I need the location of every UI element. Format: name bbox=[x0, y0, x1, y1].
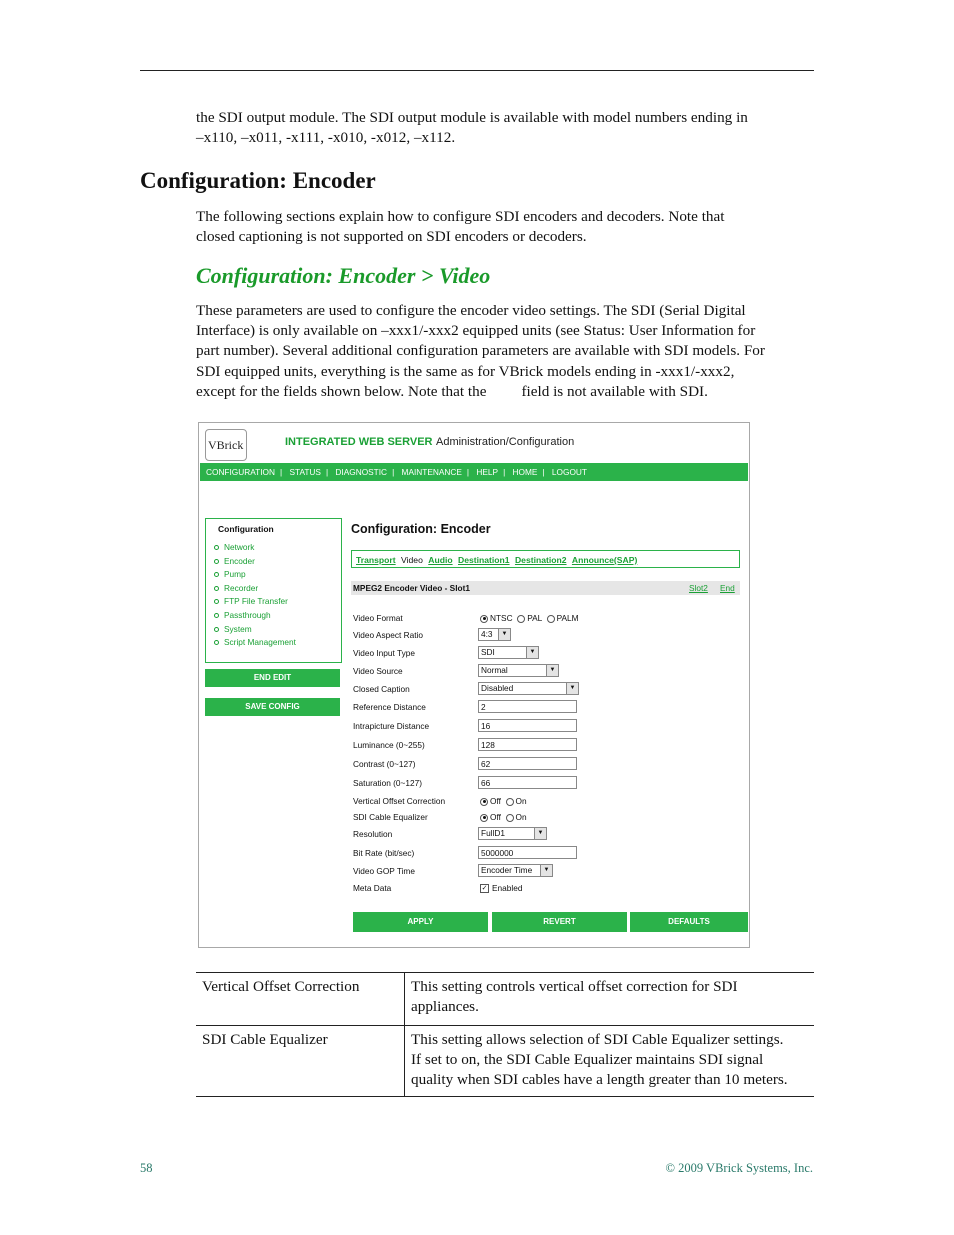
video-format-radios: NTSC PAL PALM bbox=[480, 613, 579, 623]
nav-logout[interactable]: LOGOUT bbox=[551, 467, 587, 477]
header-rule bbox=[140, 70, 814, 71]
bullet-icon bbox=[214, 572, 219, 577]
vbrick-logo: VBrick bbox=[205, 429, 247, 461]
save-config-button[interactable]: SAVE CONFIG bbox=[205, 698, 340, 716]
resolution-select[interactable]: FullD1 ▼ bbox=[478, 827, 547, 840]
param-name: Vertical Offset Correction bbox=[196, 973, 405, 1026]
brand-title: INTEGRATED WEB SERVER bbox=[285, 436, 433, 448]
label-video-format: Video Format bbox=[353, 613, 403, 623]
label-vertical-offset: Vertical Offset Correction bbox=[353, 796, 446, 806]
sections-paragraph bbox=[196, 207, 814, 247]
intrapicture-distance-input[interactable]: 16 bbox=[478, 719, 577, 732]
saturation-input[interactable]: 66 bbox=[478, 776, 577, 789]
chevron-down-icon: ▼ bbox=[534, 828, 546, 839]
encoder-tabs bbox=[351, 550, 740, 568]
sidebar-item-script[interactable]: Script Management bbox=[214, 637, 296, 647]
sidebar-item-encoder[interactable]: Encoder bbox=[214, 556, 255, 566]
para2-line-5b: field is not available with SDI. bbox=[521, 382, 708, 400]
gop-time-select[interactable]: Encoder Time ▼ bbox=[478, 864, 553, 877]
top-nav: CONFIGURATION | STATUS | DIAGNOSTIC | MAINTENANCE | HELP | HOME | LOGOUT bbox=[200, 463, 748, 481]
revert-button[interactable]: REVERT bbox=[492, 912, 627, 932]
chevron-down-icon: ▼ bbox=[566, 683, 578, 694]
nav-help[interactable]: HELP bbox=[476, 467, 499, 477]
chevron-down-icon: ▼ bbox=[526, 647, 538, 658]
chevron-down-icon: ▼ bbox=[540, 865, 552, 876]
para2-line-1: These parameters are used to configure the encoder video settings. The SDI (Serial Digital bbox=[196, 302, 746, 319]
radio-sdi-equalizer-on[interactable] bbox=[506, 814, 514, 822]
table-row bbox=[196, 973, 814, 1026]
sidebar-item-recorder[interactable]: Recorder bbox=[214, 583, 258, 593]
bullet-icon bbox=[214, 586, 219, 591]
label-gop-time: Video GOP Time bbox=[353, 866, 415, 876]
chevron-down-icon: ▼ bbox=[498, 629, 510, 640]
sidebar-item-ftp[interactable]: FTP File Transfer bbox=[214, 596, 288, 606]
closed-caption-select[interactable]: Disabled ▼ bbox=[478, 682, 579, 695]
param-name: SDI Cable Equalizer bbox=[196, 1026, 405, 1097]
label-bit-rate: Bit Rate (bit/sec) bbox=[353, 848, 415, 858]
label-input-type: Video Input Type bbox=[353, 648, 415, 658]
sdi-equalizer-radios: Off On bbox=[480, 812, 527, 822]
section-bar bbox=[351, 581, 740, 595]
sidebar-title: Configuration bbox=[218, 524, 274, 534]
para1-line-2: closed captioning is not supported on SDI encoders or decoders. bbox=[196, 228, 587, 246]
video-source-select[interactable]: Normal ▼ bbox=[478, 664, 559, 677]
label-resolution: Resolution bbox=[353, 829, 393, 839]
nav-maintenance[interactable]: MAINTENANCE bbox=[401, 467, 462, 477]
radio-pal[interactable] bbox=[517, 615, 525, 623]
nav-configuration[interactable]: CONFIGURATION bbox=[206, 467, 275, 477]
table-row bbox=[196, 1026, 814, 1097]
check-icon: ✓ bbox=[481, 885, 488, 893]
vertical-offset-radios: Off On bbox=[480, 796, 527, 806]
label-luminance: Luminance (0~255) bbox=[353, 740, 425, 750]
intro-line-2: –x110, –x011, -x111, -x010, -x012, –x112. bbox=[196, 129, 456, 147]
end-edit-button[interactable]: END EDIT bbox=[205, 669, 340, 687]
section-title: Administration/Configuration bbox=[436, 436, 575, 448]
bullet-icon bbox=[214, 640, 219, 645]
para2-line-2: Interface) is only available on –xxx1/-xxx2 equipped units (see Status: User Information for bbox=[196, 322, 756, 340]
section-heading: MPEG2 Encoder Video - Slot1 bbox=[353, 583, 470, 593]
chevron-down-icon: ▼ bbox=[546, 665, 558, 676]
tab-transport[interactable]: Transport bbox=[356, 555, 396, 565]
label-saturation: Saturation (0~127) bbox=[353, 778, 422, 788]
nav-diagnostic[interactable]: DIAGNOSTIC bbox=[335, 467, 388, 477]
tab-destination1[interactable]: Destination1 bbox=[457, 555, 510, 565]
slot2-link[interactable]: Slot2 bbox=[689, 583, 708, 593]
label-video-source: Video Source bbox=[353, 666, 403, 676]
defaults-button[interactable]: DEFAULTS bbox=[630, 912, 748, 932]
sidebar-item-network[interactable]: Network bbox=[214, 542, 254, 552]
heading-encoder-video: Configuration: Encoder > Video bbox=[196, 263, 491, 288]
content-title: Configuration: Encoder bbox=[351, 522, 491, 536]
apply-button[interactable]: APPLY bbox=[353, 912, 488, 932]
reference-distance-input[interactable]: 2 bbox=[478, 700, 577, 713]
sidebar-item-system[interactable]: System bbox=[214, 624, 252, 634]
bullet-icon bbox=[214, 545, 219, 550]
label-sdi-equalizer: SDI Cable Equalizer bbox=[353, 812, 428, 822]
param-description: This setting allows selection of SDI Cable Equalizer settings. If set to on, the SDI Cable Equalizer maintains SDI signal quality when SDI cables have a length greater than 10 meters. bbox=[411, 1031, 788, 1088]
nav-home[interactable]: HOME bbox=[512, 467, 538, 477]
page-number: 58 bbox=[140, 1161, 153, 1175]
meta-data-checkbox[interactable]: ✓ Enabled bbox=[481, 883, 523, 893]
radio-vertical-offset-off[interactable] bbox=[480, 798, 488, 806]
label-contrast: Contrast (0~127) bbox=[353, 759, 416, 769]
radio-ntsc[interactable] bbox=[480, 615, 488, 623]
sidebar bbox=[205, 518, 342, 663]
parameter-table bbox=[196, 972, 814, 1097]
bullet-icon bbox=[214, 559, 219, 564]
copyright: © 2009 VBrick Systems, Inc. bbox=[665, 1161, 813, 1175]
label-closed-caption: Closed Caption bbox=[353, 684, 410, 694]
heading-configuration-encoder: Configuration: Encoder bbox=[140, 168, 376, 193]
bullet-icon bbox=[214, 613, 219, 618]
video-paragraph bbox=[196, 301, 814, 402]
intro-paragraph bbox=[196, 108, 814, 148]
tab-audio[interactable]: Audio bbox=[428, 555, 453, 565]
radio-sdi-equalizer-off[interactable] bbox=[480, 814, 488, 822]
radio-palm[interactable] bbox=[547, 615, 555, 623]
nav-status[interactable]: STATUS bbox=[289, 467, 321, 477]
sidebar-item-passthrough[interactable]: Passthrough bbox=[214, 610, 271, 620]
tab-announce[interactable]: Announce(SAP) bbox=[571, 555, 638, 565]
bit-rate-input[interactable]: 5000000 bbox=[478, 846, 577, 859]
luminance-input[interactable]: 128 bbox=[478, 738, 577, 751]
param-description: This setting controls vertical offset correction for SDI appliances. bbox=[411, 978, 738, 1015]
contrast-input[interactable]: 62 bbox=[478, 757, 577, 770]
para2-line-5a: except for the fields shown below. Note that the bbox=[196, 382, 487, 400]
sidebar-item-pump[interactable]: Pump bbox=[214, 569, 246, 579]
aspect-ratio-select[interactable]: 4:3 ▼ bbox=[478, 628, 511, 641]
label-aspect-ratio: Video Aspect Ratio bbox=[353, 630, 423, 640]
tab-destination2[interactable]: Destination2 bbox=[514, 555, 567, 565]
label-intrapicture-distance: Intrapicture Distance bbox=[353, 721, 430, 731]
intro-line-1: the SDI output module. The SDI output module is available with model numbers ending in bbox=[196, 109, 748, 126]
bullet-icon bbox=[214, 599, 219, 604]
para2-line-4: SDI equipped units, everything is the same as for VBrick models ending in -xxx1/-xxx2, bbox=[196, 362, 735, 380]
label-reference-distance: Reference Distance bbox=[353, 702, 426, 712]
para1-line-1: The following sections explain how to configure SDI encoders and decoders. Note that bbox=[196, 208, 725, 225]
web-ui-screenshot bbox=[198, 422, 750, 948]
end-link[interactable]: End bbox=[720, 583, 735, 593]
para2-line-3: part number). Several additional configuration parameters are available with SDI models. For bbox=[196, 342, 765, 360]
label-meta-data: Meta Data bbox=[353, 883, 392, 893]
radio-vertical-offset-on[interactable] bbox=[506, 798, 514, 806]
tab-video[interactable]: Video bbox=[401, 555, 423, 565]
input-type-select[interactable]: SDI ▼ bbox=[478, 646, 539, 659]
bullet-icon bbox=[214, 627, 219, 632]
